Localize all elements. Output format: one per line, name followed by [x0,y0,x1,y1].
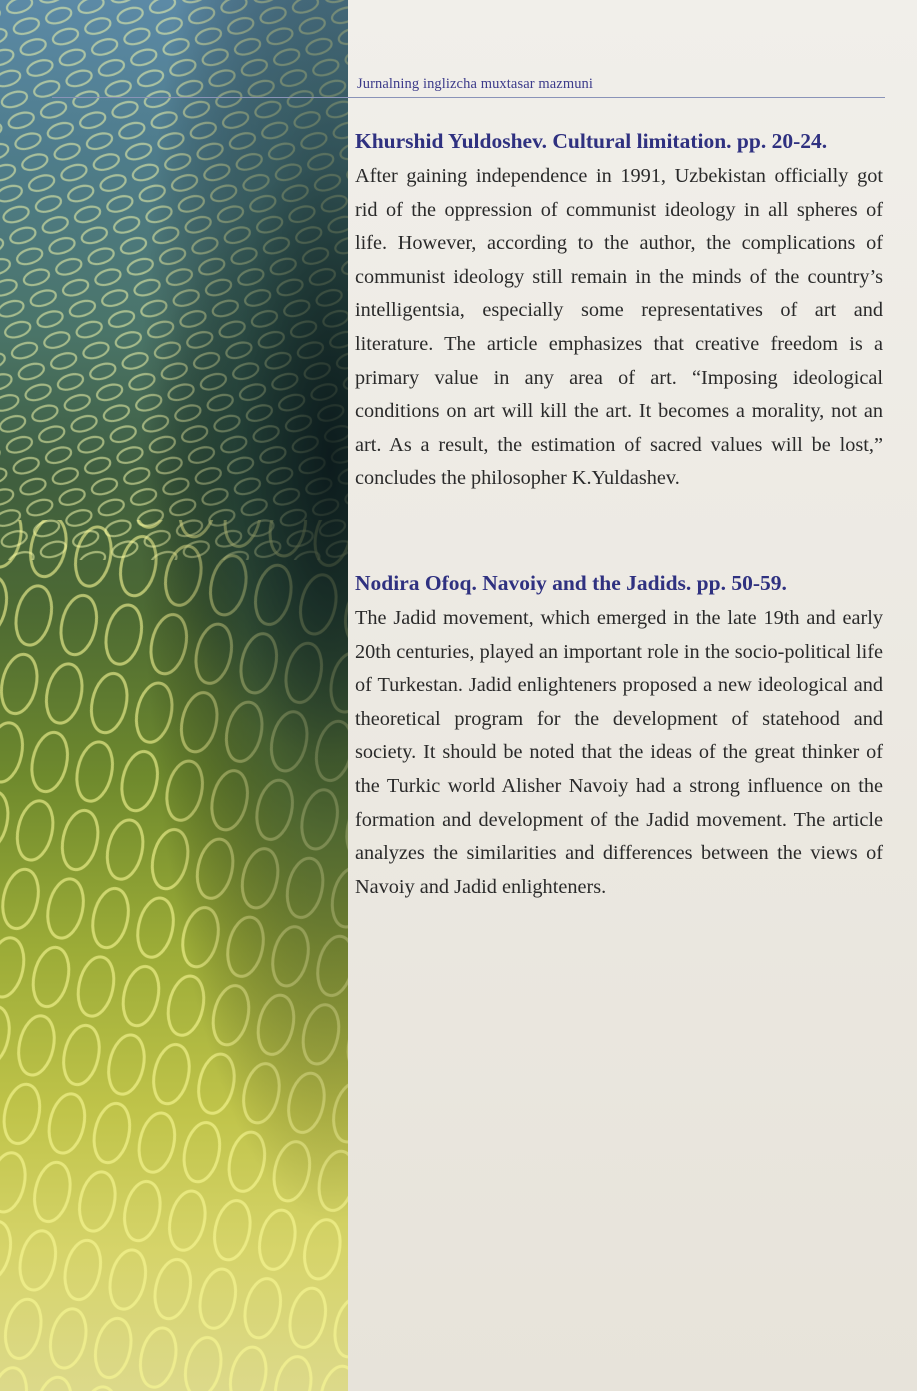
article-body: After gaining independence in 1991, Uzbekistan officially got rid of the oppression of communist ideology in all spheres of life. However, according to the author, the complications of communist ideology still remain in the minds of the country’s intelligentsia, especially some representatives of art and literature. The article emphasizes that creative freedom is a primary value in any area of art. “Imposing ideological conditions on art will kill the art. It becomes a morality, not an art. As a result, the estimation of sacred values will be lost,” concludes the philosopher K.Yuldashev. [355,165,883,490]
article-summary [355,570,883,904]
article-summary [355,128,883,496]
article-body: The Jadid movement, which emerged in the late 19th and early 20th centuries, played an important role in the socio-political life of Turkestan. Jadid enlighteners proposed a new ideological and theoretical program for the development of statehood and society. It should be noted that the ideas of the great thinker of the Turkic world Alisher Navoiy had a strong influence on the formation and development of the Jadid movement. The article analyzes the similarities and differences between the views of Navoiy and Jadid enlighteners. [355,607,883,898]
decorative-tunnel-image [0,0,348,1391]
article-title: Khurshid Yuldoshev. Cultural limitation. pp. 20-24. [355,129,828,153]
tunnel-pattern-graphic [0,0,348,1391]
article-title: Nodira Ofoq. Navoiy and the Jadids. pp. 50-59. [355,571,787,595]
header-divider [52,97,885,98]
section-header-label: Jurnalning inglizcha muxtasar mazmuni [357,76,594,92]
